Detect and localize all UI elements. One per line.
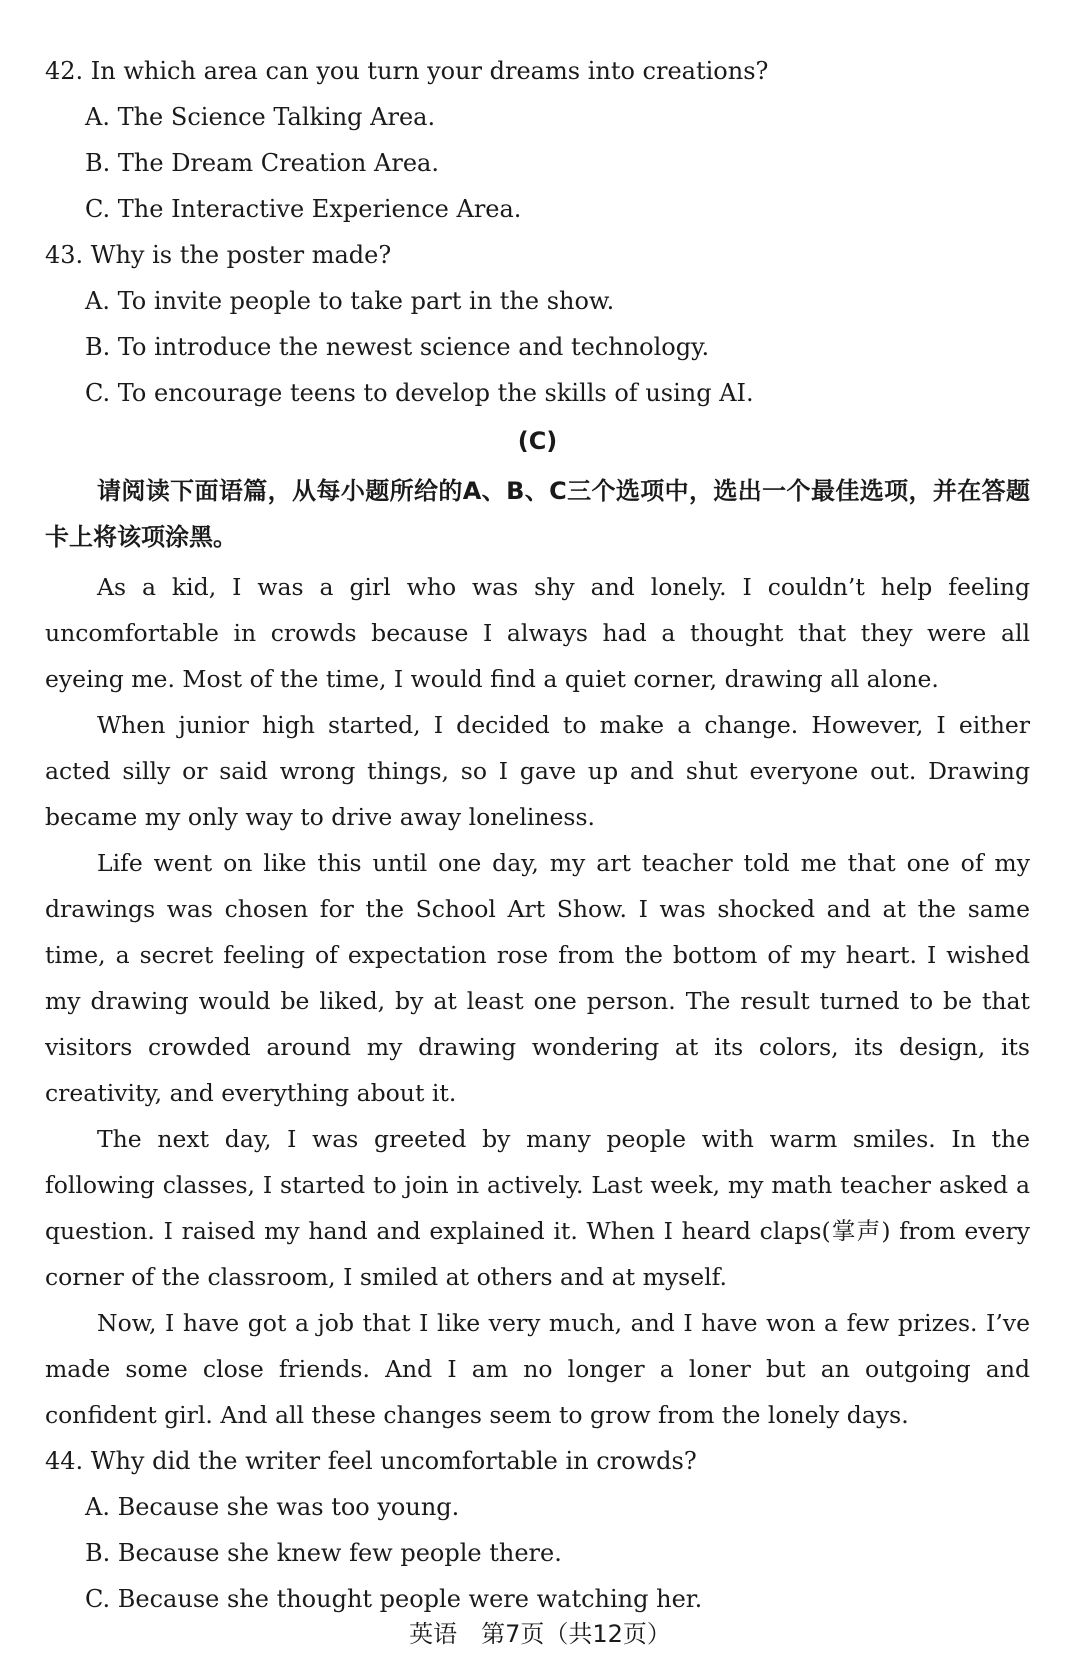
passage-paragraph: Now, I have got a job that I like very much, and I have won a few prizes. I’ve made some close friends. And I am no longer a loner but an outgoing and confident girl. And all these changes seem to grow from the lonely days. [45,1309,1030,1429]
passage-paragraph: Life went on like this until one day, my art teacher told me that one of my drawings was chosen for the School Art Show. I was shocked and at the same time, a secret feeling of expectation rose from the bottom of my heart. I wished my drawing would be liked, by at least one person. The result turned to be that visitors crowded around my drawing wondering at its colors, its design, its creativity, and everything about it. [45,849,1030,1107]
option-c: C. Because she thought people were watching her. [85,1585,703,1613]
option-a: A. To invite people to take part in the show. [85,287,615,315]
option-b: B. To introduce the newest science and technology. [85,333,710,361]
passage-paragraph: When junior high started, I decided to make a change. However, I either acted silly or said wrong things, so I gave up and shut everyone out. Drawing became my only way to drive away loneliness. [45,711,1030,831]
passage-paragraph: The next day, I was greeted by many people with warm smiles. In the following classes, I started to join in actively. Last week, my math teacher asked a question. I raised my hand and explained it. When I heard claps(掌声) from every corner of the classroom, I smiled at others and at myself. [45,1125,1030,1291]
option-a: A. The Science Talking Area. [85,103,436,131]
section-title: (C) [517,427,558,455]
section-instructions: 请阅读下面语篇，从每小题所给的A、B、C三个选项中，选出一个最佳选项，并在答题卡上将该项涂黑。 [45,477,1030,551]
reading-passage [45,564,1030,1438]
option-b: B. Because she knew few people there. [85,1539,562,1567]
option-c: C. The Interactive Experience Area. [85,195,522,223]
question-44 [45,1438,1030,1622]
option-b: B. The Dream Creation Area. [85,149,439,177]
question-42 [45,48,1030,232]
question-stem: 43. Why is the poster made? [45,241,392,269]
option-c: C. To encourage teens to develop the skills of using AI. [85,379,754,407]
question-43 [45,232,1030,416]
question-stem: 44. Why did the writer feel uncomfortable in crowds? [45,1447,697,1475]
option-a: A. Because she was too young. [85,1493,460,1521]
passage-paragraph: As a kid, I was a girl who was shy and lonely. I couldn’t help feeling uncomfortable in crowds because I always had a thought that they were all eyeing me. Most of the time, I would find a quiet corner, drawing all alone. [45,573,1030,693]
question-stem: 42. In which area can you turn your dreams into creations? [45,57,769,85]
page-footer: 英语 第7页（共12页） [409,1620,671,1648]
